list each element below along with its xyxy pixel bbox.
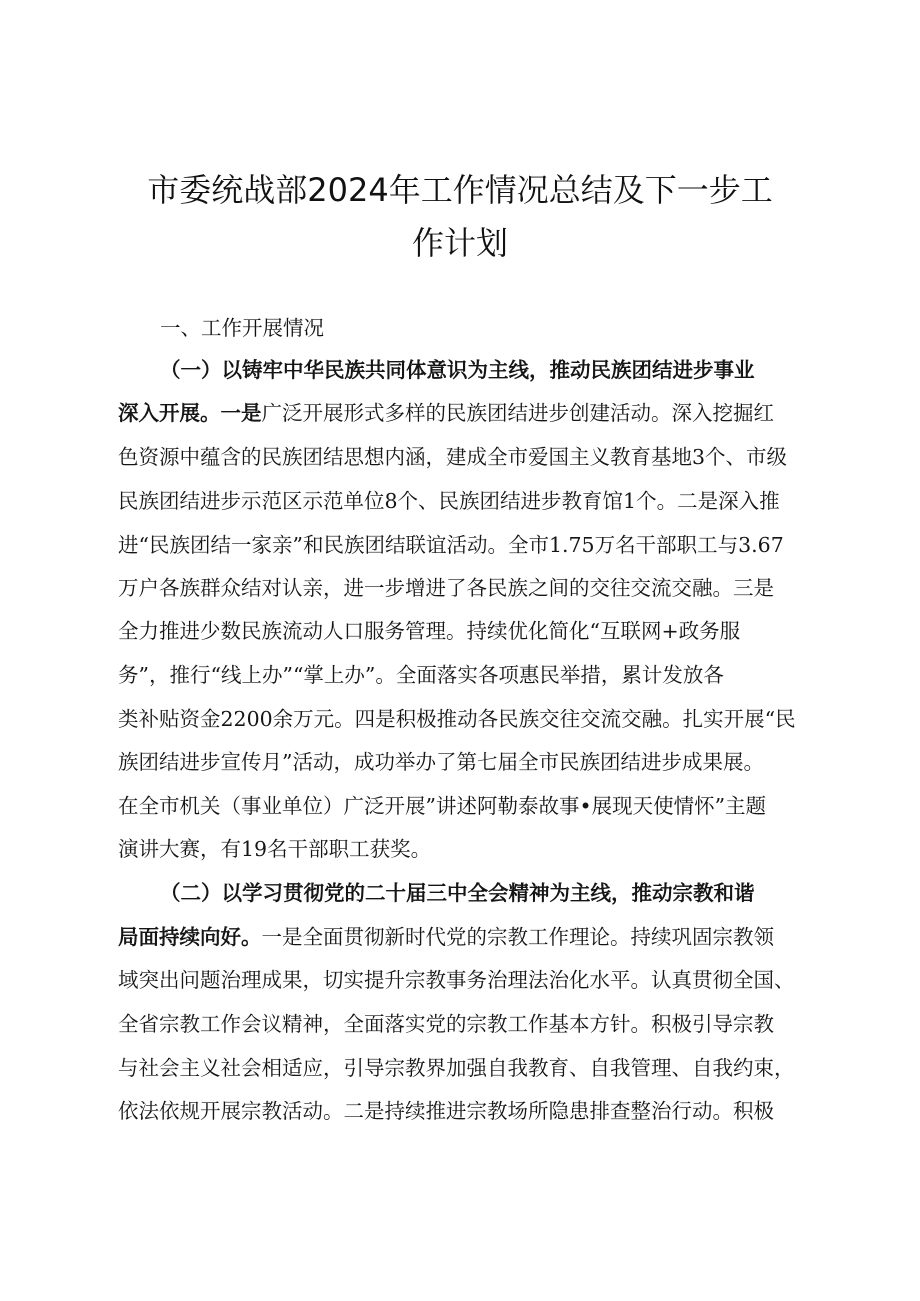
paragraph-1-line-3: 色资源中蕴含的民族团结思想内涵，建成全市爱国主义教育基地3个、市级 xyxy=(118,445,788,469)
paragraph-2-line-6: 依法依规开展宗教活动。二是持续推进宗教场所隐患排查整治行动。积极 xyxy=(118,1099,774,1123)
paragraph-1-line-2 xyxy=(118,392,818,434)
paragraph-2-line-2-text: 一是全面贯彻新时代党的宗教工作理论。持续巩固宗教领 xyxy=(261,925,774,949)
paragraph-1-line-5: 进“民族团结一家亲”和民族团结联谊活动。全市1.75万名干部职工与3.67 xyxy=(118,533,784,557)
paragraph-2-lead: 局面持续向好。 xyxy=(118,925,262,949)
paragraph-1-line-1: （一）以铸牢中华民族共同体意识为主线，推动民族团结进步事业 xyxy=(160,358,755,382)
paragraph-1-line-7: 全力推进少数民族流动人口服务管理。持续优化简化“互联网+政务服 xyxy=(118,619,741,643)
paragraph-1-line-11: 在全市机关（事业单位）广泛开展”讲述阿勒泰故事•展现天使情怀”主题 xyxy=(118,794,767,818)
document-title-line-1: 市委统战部2024年工作情况总结及下一步工 xyxy=(147,171,773,209)
paragraph-1-line-10: 族团结进步宣传月”活动，成功举办了第七届全市民族团结进步成果展。 xyxy=(118,750,764,774)
paragraph-2-line-3: 域突出问题治理成果，切实提升宗教事务治理法治化水平。认真贯彻全国、 xyxy=(118,968,795,992)
paragraph-1-line-4: 民族团结进步示范区示范单位8个、民族团结进步教育馆1个。二是深入推 xyxy=(118,489,780,513)
paragraph-2-line-4: 全省宗教工作会议精神，全面落实党的宗教工作基本方针。积极引导宗教 xyxy=(118,1012,774,1036)
paragraph-2-line-5: 与社会主义社会相适应，引导宗教界加强自我教育、自我管理、自我约束， xyxy=(118,1056,795,1080)
paragraph-1-line-6: 万户各族群众结对认亲，进一步增进了各民族之间的交往交流交融。三是 xyxy=(118,576,774,600)
paragraph-1-line-2-text: 广泛开展形式多样的民族团结进步创建活动。深入挖掘红 xyxy=(261,401,774,425)
section-heading: 一、工作开展情况 xyxy=(160,316,324,340)
paragraph-2-line-2 xyxy=(118,916,818,958)
document-title-line-2: 作计划 xyxy=(411,224,508,262)
paragraph-1-lead: 深入开展。一是 xyxy=(118,401,262,425)
paragraph-1-line-8: 务”，推行“线上办”“掌上办”。全面落实各项惠民举措，累计发放各 xyxy=(118,663,724,687)
paragraph-2-line-1: （二）以学习贯彻党的二十届三中全会精神为主线，推动宗教和谐 xyxy=(160,881,755,905)
paragraph-1-line-12: 演讲大赛，有19名干部职工获奖。 xyxy=(118,837,432,861)
paragraph-1-line-9: 类补贴资金2200余万元。四是积极推动各民族交往交流交融。扎实开展“民 xyxy=(118,707,796,731)
